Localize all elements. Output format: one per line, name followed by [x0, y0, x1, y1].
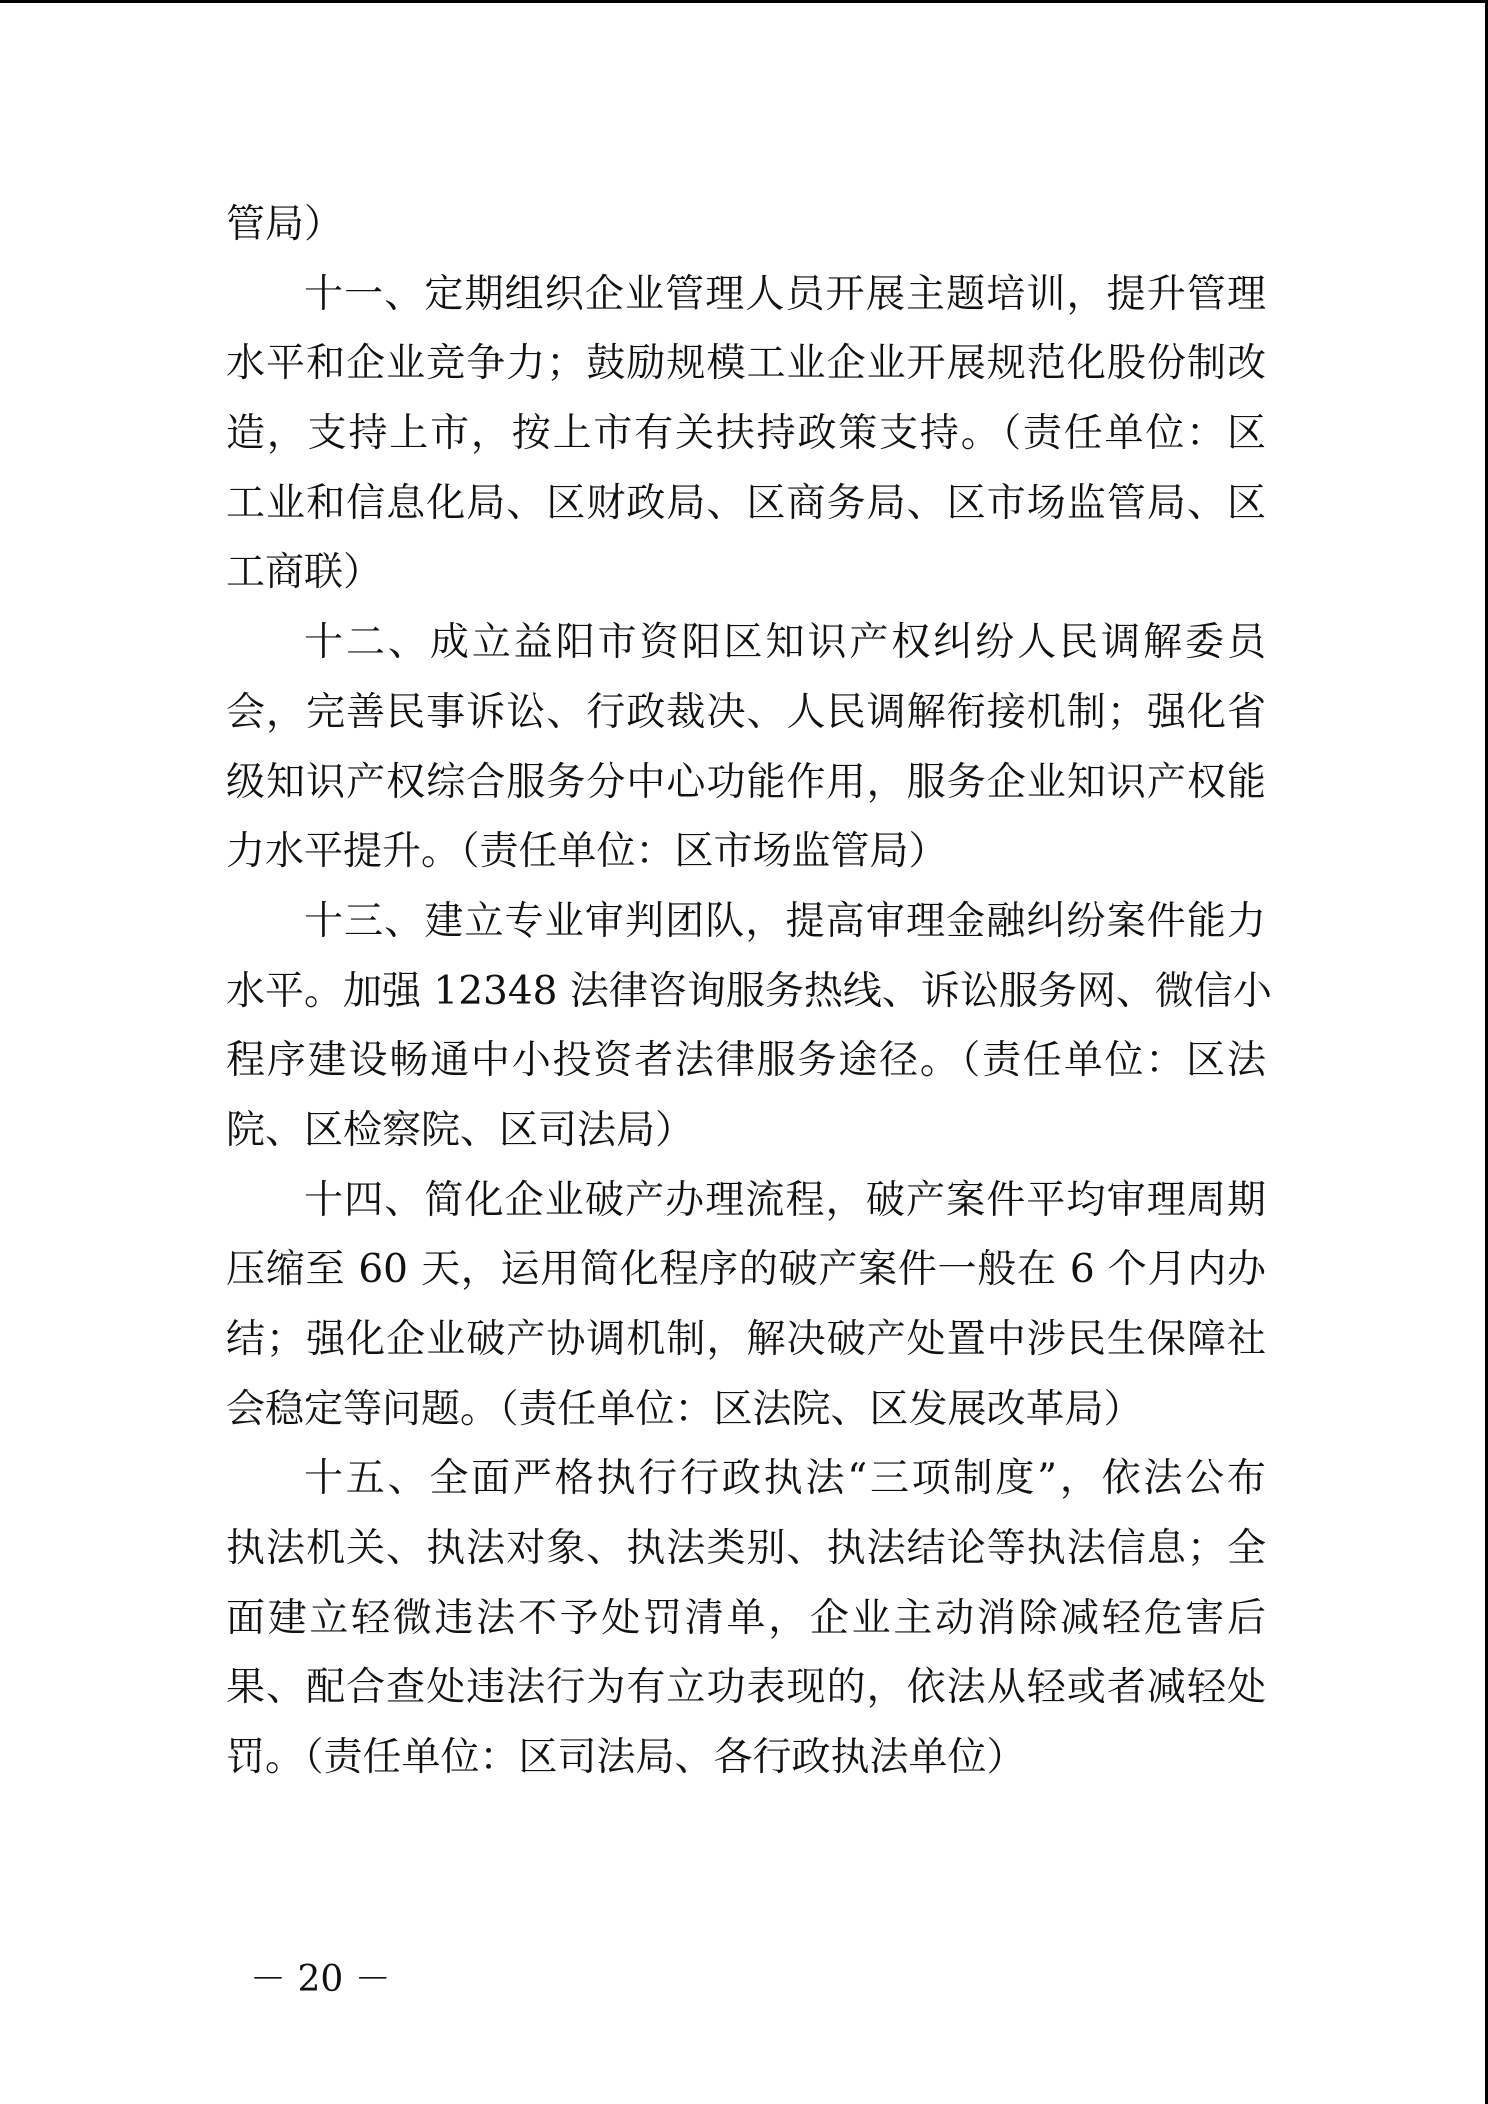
text-line: 程序建设畅通中小投资者法律服务途径。（责任单位：区法	[226, 1038, 1266, 1084]
text-line: 造，支持上市，按上市有关扶持政策支持。（责任单位：区	[226, 411, 1266, 457]
text-line: 十二、成立益阳市资阳区知识产权纠纷人民调解委员	[304, 620, 1266, 666]
text-line: 水平。加强 12348 法律咨询服务热线、诉讼服务网、微信小	[226, 968, 1272, 1014]
text-line: 十四、简化企业破产办理流程，破产案件平均审理周期	[304, 1177, 1266, 1223]
text-line: 管局）	[226, 202, 344, 247]
text-line: 水平和企业竞争力；鼓励规模工业企业开展规范化股份制改	[226, 341, 1266, 387]
paragraph	[226, 887, 1272, 1166]
paragraph	[226, 608, 1266, 887]
text-line: 院、区检察院、区司法局）	[226, 1107, 695, 1153]
paragraph	[226, 1166, 1266, 1445]
paragraph	[226, 1444, 1266, 1792]
page-number: － 20 －	[250, 1959, 391, 2000]
page-top-border	[0, 0, 1488, 3]
text-line: 十五、全面严格执行行政执法“三项制度”，依法公布	[304, 1456, 1266, 1502]
text-line: 执法机关、执法对象、执法类别、执法结论等执法信息；全	[226, 1526, 1266, 1572]
paragraph	[226, 190, 1266, 260]
text-line: 压缩至 60 天，运用简化程序的破产案件一般在 6 个月内办	[226, 1247, 1266, 1293]
document-body	[226, 190, 1272, 1793]
text-line: 工业和信息化局、区财政局、区商务局、区市场监管局、区	[226, 480, 1266, 526]
text-line: 罚。（责任单位：区司法局、各行政执法单位）	[226, 1735, 1026, 1781]
text-line: 力水平提升。（责任单位：区市场监管局）	[226, 829, 948, 875]
text-line: 结；强化企业破产协调机制，解决破产处置中涉民生保障社	[226, 1317, 1266, 1362]
text-line: 十三、建立专业审判团队，提高审理金融纠纷案件能力	[304, 898, 1266, 944]
text-line: 会稳定等问题。（责任单位：区法院、区发展改革局）	[226, 1386, 1143, 1432]
text-line: 级知识产权综合服务分中心功能作用，服务企业知识产权能	[226, 759, 1266, 805]
text-line: 工商联）	[226, 550, 383, 596]
paragraph	[226, 260, 1266, 608]
text-line: 果、配合查处违法行为有立功表现的，依法从轻或者减轻处	[226, 1665, 1266, 1711]
text-line: 面建立轻微违法不予处罚清单，企业主动消除减轻危害后	[226, 1595, 1266, 1641]
text-line: 会，完善民事诉讼、行政裁决、人民调解衔接机制；强化省	[226, 689, 1266, 735]
text-line: 十一、定期组织企业管理人员开展主题培训，提升管理	[304, 271, 1266, 317]
